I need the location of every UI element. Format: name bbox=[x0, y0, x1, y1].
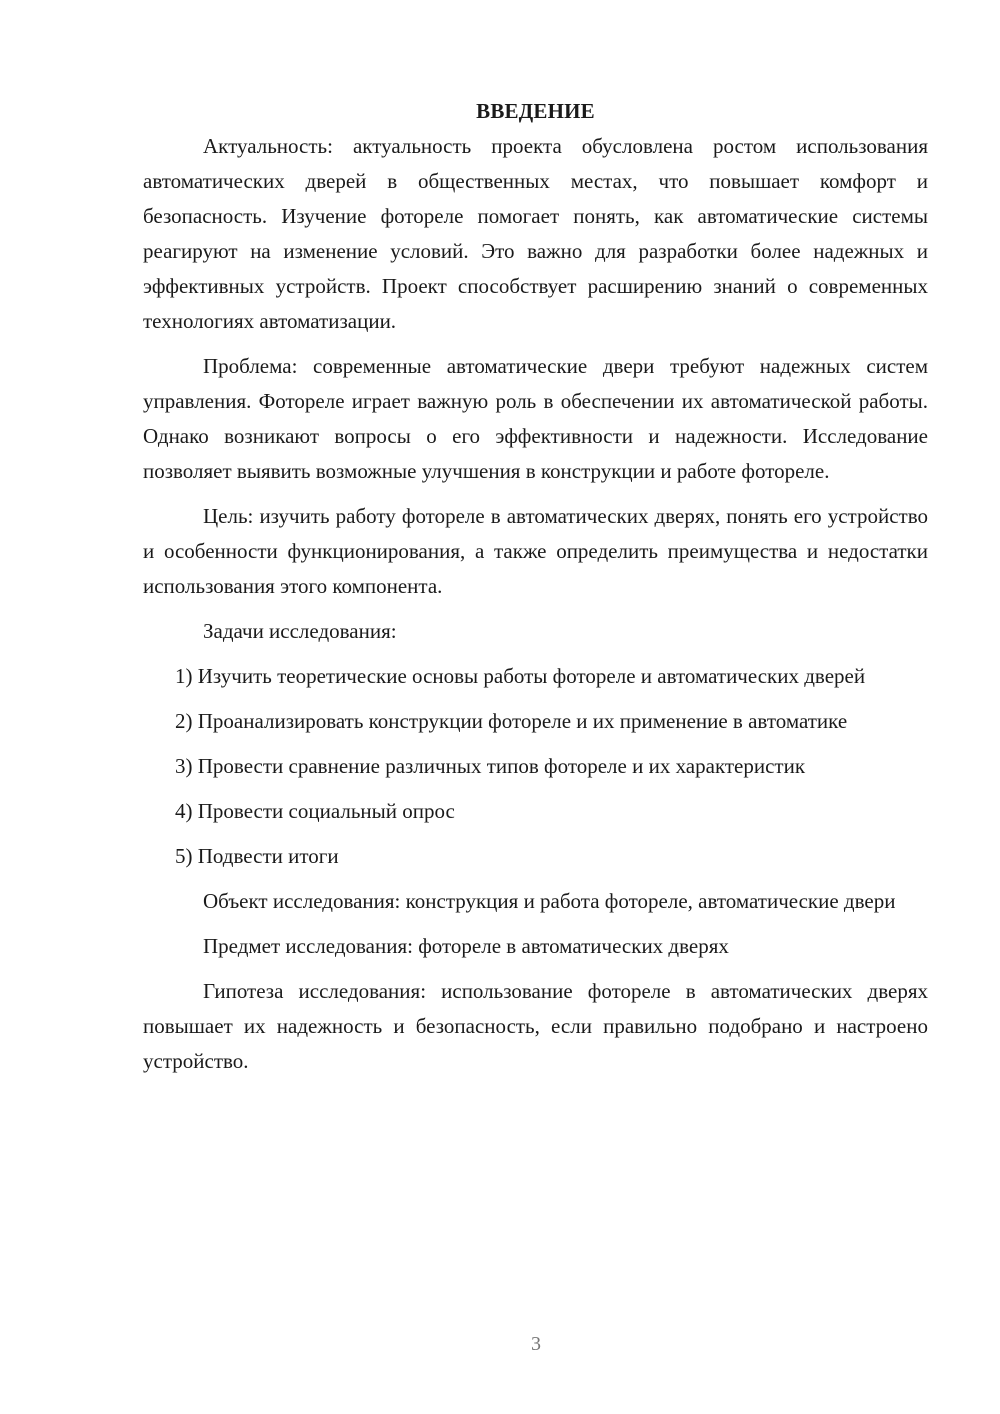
paragraph-goal: Цель: изучить работу фотореле в автоматических дверях, понять его устройство и особенности функционирования, а также определить преимущества и недостатки использования этого компонента. bbox=[143, 504, 928, 598]
paragraph-subject: Предмет исследования: фотореле в автоматических дверях bbox=[203, 934, 729, 958]
section-heading: ВВЕДЕНИЕ bbox=[476, 99, 595, 123]
page-number: 3 bbox=[531, 1333, 541, 1355]
paragraph-object: Объект исследования: конструкция и работа фотореле, автоматические двери bbox=[203, 889, 896, 913]
list-item: 2) Проанализировать конструкции фотореле и их применение в автоматике bbox=[175, 709, 848, 733]
paragraph-problem: Проблема: современные автоматические двери требуют надежных систем управления. Фотореле играет важную роль в обеспечении их автоматической работы. Однако возникают вопросы о его эффективности и надежности. Исследование позволяет выявить возможные улучшения в конструкции и работе фотореле. bbox=[143, 354, 928, 483]
list-item: 1) Изучить теоретические основы работы фотореле и автоматических дверей bbox=[175, 664, 866, 688]
paragraph-relevance: Актуальность: актуальность проекта обусловлена ростом использования автоматических дверей в общественных местах, что повышает комфорт и безопасность. Изучение фотореле помогает понять, как автоматические системы реагируют на изменение условий. Это важно для разработки более надежных и эффективных устройств. Проект способствует расширению знаний о современных технологиях автоматизации. bbox=[143, 134, 928, 333]
task-list bbox=[143, 659, 928, 874]
list-item: 3) Провести сравнение различных типов фотореле и их характеристик bbox=[175, 754, 806, 778]
paragraph-tasks-intro: Задачи исследования: bbox=[203, 619, 397, 643]
document-page bbox=[143, 94, 928, 1089]
list-item: 5) Подвести итоги bbox=[175, 844, 339, 868]
paragraph-hypothesis: Гипотеза исследования: использование фотореле в автоматических дверях повышает их надежность и безопасность, если правильно подобрано и настроено устройство. bbox=[143, 979, 928, 1073]
list-item: 4) Провести социальный опрос bbox=[175, 799, 455, 823]
